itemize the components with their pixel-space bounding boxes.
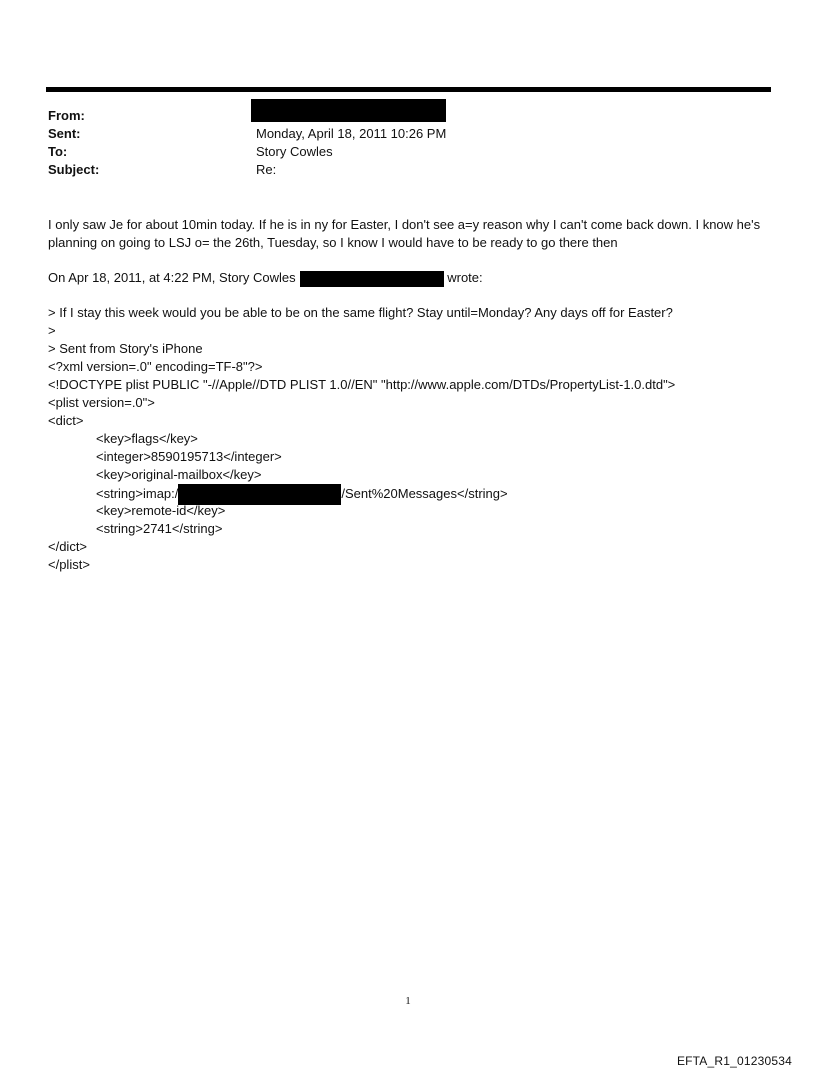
redacted-sender [251,99,446,122]
subject-row [48,161,748,179]
to-label: To: [48,144,68,159]
key-original-mailbox: <key>original-mailbox</key> [96,467,262,482]
string-imap-suffix: /Sent%20Messages</string> [341,485,508,501]
quote-attribution [48,269,763,287]
to-value: Story Cowles [256,144,333,159]
redacted-email [300,271,444,287]
page-number: 1 [405,995,411,1007]
bates-number: EFTA_R1_01230534 [676,1054,792,1068]
email-body [48,216,763,574]
to-row [48,143,748,161]
sent-row [48,125,748,143]
key-remote-id: <key>remote-id</key> [96,503,226,518]
plist-close: </plist> [48,557,90,572]
header-divider [46,87,771,92]
doctype-line: <!DOCTYPE plist PUBLIC "-//Apple//DTD PLIST 1.0//EN" "http://www.apple.com/DTDs/PropertyList-1.0.dtd"> [48,377,676,392]
message-paragraph: I only saw Je for about 10min today. If he is in ny for Easter, I don't see a=y reason why I can't come back down. I know he's planning on going to LSJ o= the 26th, Tuesday, so I know I would have to be ready to go there then [48,217,764,250]
quoted-line: > If I stay this week would you be able to be on the same flight? Stay until=Monday? Any days off for Easter? [48,305,673,320]
key-flags: <key>flags</key> [96,431,198,446]
xml-declaration: <?xml version=.0" encoding=TF-8"?> [48,359,263,374]
quote-attribution-wrote: wrote: [443,270,483,285]
quote-attribution-text: On Apr 18, 2011, at 4:22 PM, Story Cowles [48,270,296,285]
from-label: From: [48,108,85,123]
string-imap [48,484,763,502]
dict-open: <dict> [48,413,84,428]
subject-value: Re: [256,162,277,177]
from-row [48,107,748,125]
string-imap-prefix: <string>imap:/ [96,485,179,501]
plist-open: <plist version=.0"> [48,395,155,410]
integer-flags: <integer>8590195713</integer> [96,449,282,464]
subject-label: Subject: [48,162,100,177]
sent-value: Monday, April 18, 2011 10:26 PM [256,126,447,141]
email-header [48,107,748,179]
quoted-line: > [48,323,56,338]
quoted-line: > Sent from Story's iPhone [48,341,203,356]
string-remote-id: <string>2741</string> [96,521,223,536]
dict-close: </dict> [48,539,88,554]
sent-label: Sent: [48,126,81,141]
